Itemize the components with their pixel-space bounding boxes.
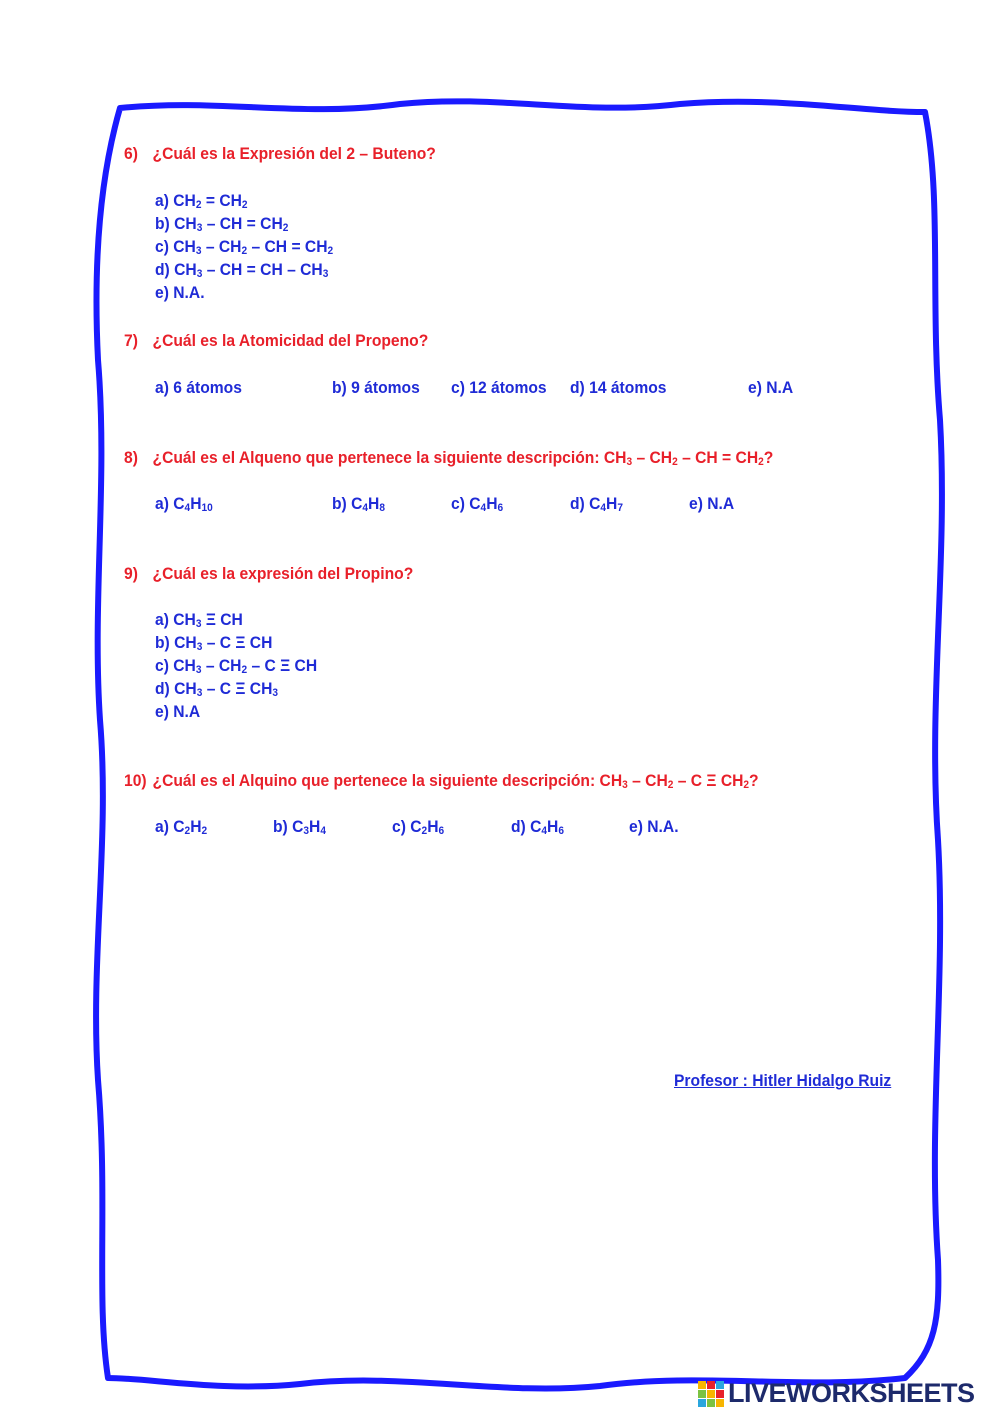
question-7 bbox=[124, 331, 428, 351]
q7-option-a: a) 6 átomos bbox=[155, 378, 242, 397]
q9-option-e: e) N.A bbox=[155, 702, 201, 721]
question-text: ¿Cuál es la expresión del Propino? bbox=[152, 564, 414, 583]
q10-option-a: a) $C_2H_2$ bbox=[155, 817, 208, 837]
q7-option-c: c) 12 átomos bbox=[451, 378, 547, 397]
q10-option-e: e) N.A. bbox=[629, 817, 679, 836]
watermark-text: LIVEWORKSHEETS bbox=[728, 1378, 975, 1408]
question-text: ¿Cuál es la Atomicidad del Propeno? bbox=[152, 331, 429, 350]
q9-option-b: b) $CH_3$ – C Ξ CH bbox=[155, 633, 273, 653]
q9-option-d: d) $CH_3$ – C Ξ $CH_3$ bbox=[155, 679, 279, 699]
question-10 bbox=[124, 771, 759, 791]
q10-option-b: b) $C_3H_4$ bbox=[273, 817, 326, 837]
question-8 bbox=[124, 448, 773, 468]
liveworksheets-logo-icon bbox=[698, 1381, 724, 1407]
q6-option-b: b) $CH_3$ – CH = $CH_2$ bbox=[155, 214, 289, 234]
q7-option-d: d) 14 átomos bbox=[570, 378, 667, 397]
question-number: 7) bbox=[124, 331, 138, 350]
question-text: ¿Cuál es la Expresión del 2 – Buteno? bbox=[152, 144, 436, 163]
q8-option-e: e) N.A bbox=[689, 494, 735, 513]
q7-option-e: e) N.A bbox=[748, 378, 794, 397]
q6-option-e: e) N.A. bbox=[155, 283, 205, 302]
q9-option-a: a) $CH_3$ Ξ CH bbox=[155, 610, 243, 630]
teacher-signature-line: Profesor : Hitler Hidalgo Ruiz bbox=[674, 1071, 892, 1090]
q7-option-b: b) 9 átomos bbox=[332, 378, 420, 397]
q10-option-d: d) $C_4H_6$ bbox=[511, 817, 564, 837]
question-text: ¿Cuál es el Alqueno que pertenece la siguiente descripción: $CH_3 - CH_2$ – CH = $CH_2$? bbox=[152, 448, 774, 468]
question-9 bbox=[124, 564, 413, 584]
q8-option-b: b) $C_4H_8$ bbox=[332, 494, 385, 514]
question-number: 8) bbox=[124, 448, 138, 467]
q9-option-c: c) $CH_3 - CH_2$ – C Ξ CH bbox=[155, 656, 318, 676]
q6-option-d: d) $CH_3$ – CH = CH – $CH_3$ bbox=[155, 260, 329, 280]
q8-option-c: c) $C_4H_6$ bbox=[451, 494, 504, 514]
q8-option-a: a) $C_4H_{10}$ bbox=[155, 494, 213, 514]
q10-option-c: c) $C_2H_6$ bbox=[392, 817, 445, 837]
liveworksheets-watermark bbox=[698, 1378, 975, 1409]
question-text: ¿Cuál es el Alquino que pertenece la siguiente descripción: $CH_3 - CH_2$ – C Ξ $CH_2$? bbox=[152, 771, 759, 791]
question-number: 9) bbox=[124, 564, 138, 583]
q6-option-c: c) $CH_3 - CH_2$ – CH = $CH_2$ bbox=[155, 237, 334, 257]
question-number: 6) bbox=[124, 144, 138, 163]
question-number: 10) bbox=[124, 771, 147, 790]
question-6 bbox=[124, 144, 436, 164]
q6-option-a: a) $CH_2 = CH_2$ bbox=[155, 191, 248, 211]
q8-option-d: d) $C_4H_7$ bbox=[570, 494, 623, 514]
